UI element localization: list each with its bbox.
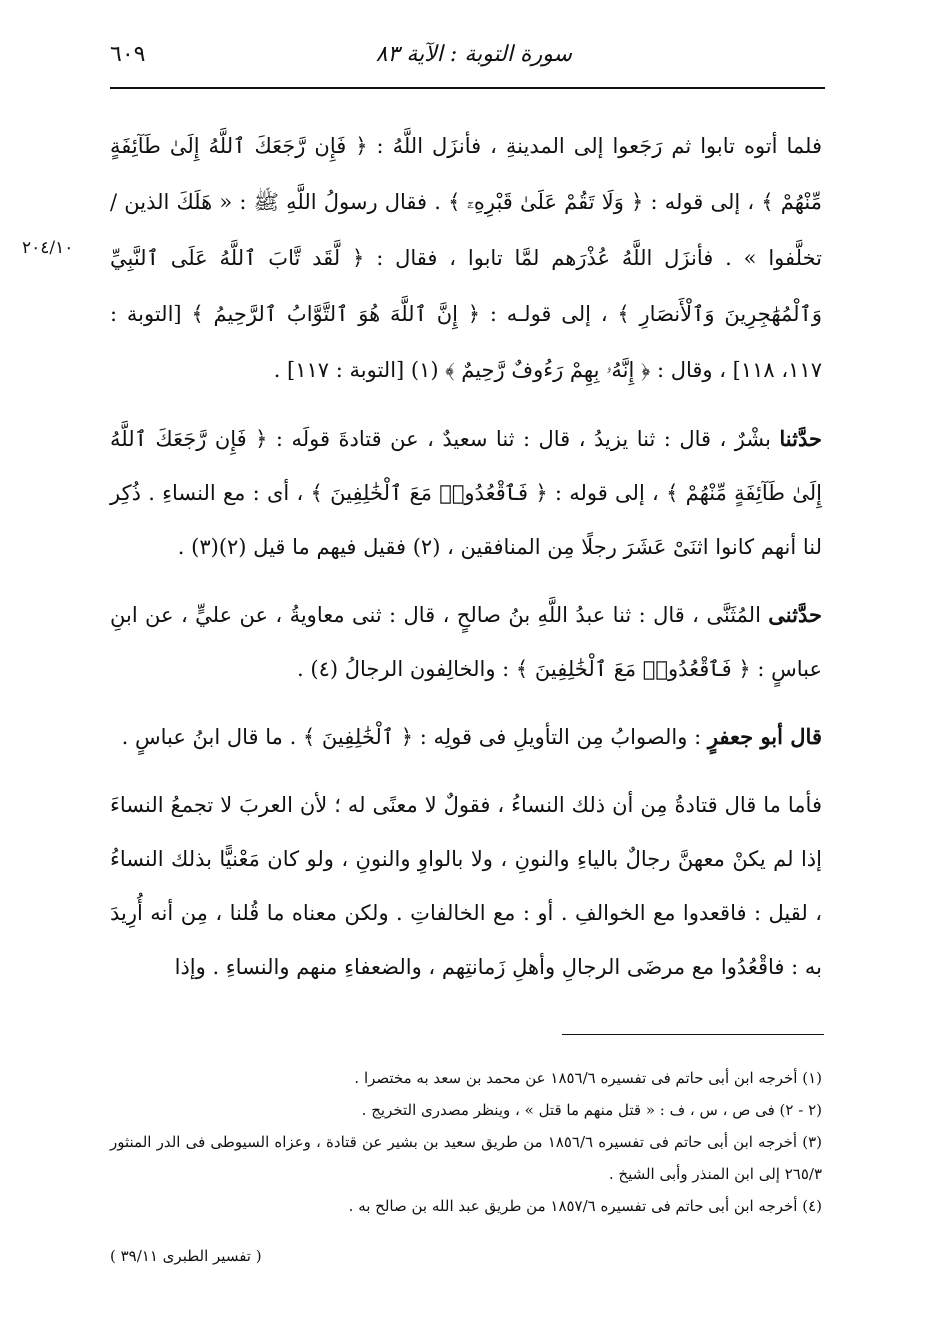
paragraph: [110, 412, 822, 574]
main-text: [110, 118, 822, 1008]
paragraph-text: فلما أتوه تابوا ثم رَجَعوا إلى المدينةِ ، فأنزَل اللَّهُ : ﴿ فَإِن رَّجَعَكَ ٱللَّهُ إِلَىٰ طَآئِفَةٍ مِّنْهُمْ ﴾ ، إلى قوله : ﴿ وَلَا تَقُمْ عَلَىٰ قَبْرِهِۦٓ ﴾ . فقال رسولُ اللَّهِ ﷺ : « هَلَكَ الذين / تخلَّفوا » . فأنزَل اللَّهُ عُذْرَهم لمَّا تابوا ، فقال : ﴿ لَّقَد تَّابَ ٱللَّهُ عَلَى ٱلنَّبِيِّ وَٱلْمُهَٰجِرِينَ وَٱلْأَنصَارِ ﴾ ، إلى قولـه : ﴿ إِنَّ ٱللَّهَ هُوَ ٱلتَّوَّابُ ٱلرَّحِيمُ ﴾ [التوبة : ١١٧، ١١٨] ، وقال : ﴿ إِنَّهُۥ بِهِمْ رَءُوفٌ رَّحِيمٌ ﴾ (١) [التوبة : ١١٧] .: [110, 134, 822, 382]
paragraph-text: بشْرٌ ، قال : ثنا يزيدُ ، قال : ثنا سعيدٌ ، عن قتادةَ قولَه : ﴿ فَإِن رَّجَعَكَ ٱللَّهُ إِلَىٰ طَآئِفَةٍ مِّنْهُمْ ﴾ ، إلى قوله : ﴿ فَٱقْعُدُوا۟ مَعَ ٱلْخَٰلِفِينَ ﴾ ، أى : مع النساءِ . ذُكِر لنا أنهم كانوا اثنَىْ عَشَرَ رجلًا مِن المنافقين ، (٢) فقيل فيهم ما قيل (٢)(٣) .: [110, 427, 822, 559]
footnote-rule: [562, 1034, 824, 1035]
footnote: (٣) أخرجه ابن أبى حاتم فى تفسيره ١٨٥٦/٦ من طريق سعيد بن بشير عن قتادة ، وعزاه السيوطى فى الدر المنثور ٢٦٥/٣ إلى ابن المنذر وأبى الشيخ .: [110, 1133, 823, 1183]
footnotes: [110, 1062, 822, 1222]
paragraph-text: : والصوابُ مِن التأويلِ فى قولِه : ﴿ ٱلْخَٰلِفِينَ ﴾ . ما قال ابنُ عباسٍ .: [121, 725, 708, 749]
page-number: ٦٠٩: [110, 42, 146, 67]
paragraph-text: فأما ما قال قتادةُ مِن أن ذلك النساءُ ، فقولٌ لا معنًى له ؛ لأن العربَ لا تجمعُ النساءَ إذا لم يكنْ معهنَّ رجالٌ بالياءِ والنونِ ، ولا بالواوِ والنونِ ، ولو كان مَعْنيًّا بذلك النساءُ ، لقيل : فاقعدوا مع الخوالفِ . أو : مع الخالفاتِ . ولكن معناه ما قُلنا ، مِن أنه أُرِيدَ به : فاقْعُدُوا مع مرضَى الرجالِ وأهلِ زَمانتِهم ، والضعفاءِ منهم والنساءِ . وإذا: [110, 793, 822, 979]
paragraph: [110, 588, 822, 696]
paragraph-lead: قال أبو جعفرٍ: [707, 724, 822, 749]
paragraph: [110, 778, 822, 994]
running-title: سورة التوبة : الآية ٨٣: [375, 42, 572, 67]
page-header: [110, 30, 822, 80]
footnote: (٤) أخرجه ابن أبى حاتم فى تفسيره ١٨٥٧/٦ من طريق عبد الله بن صالح به .: [348, 1197, 822, 1215]
paragraph-lead: حدَّثنا: [779, 426, 822, 451]
paragraph-lead: حدَّثنى: [768, 602, 822, 627]
header-rule: [110, 87, 825, 89]
footnote: (١) أخرجه ابن أبى حاتم فى تفسيره ١٨٥٦/٦ عن محمد بن سعد به مختصرا .: [354, 1069, 822, 1087]
paragraph: [110, 710, 822, 764]
margin-reference: ٢٠٤/١٠: [22, 238, 74, 258]
footnote: (٢ - ٢) فى ص ، س ، ف : « قتل منهم ما قتل » ، وينظر مصدرى التخريج .: [361, 1101, 822, 1119]
volume-signature: ( تفسير الطبرى ٣٩/١١ ): [110, 1247, 262, 1265]
paragraph-text: المُثَنَّى ، قال : ثنا عبدُ اللَّهِ بنُ صالحٍ ، قال : ثنى معاويةُ ، عن عليٍّ ، عن ابنِ عباسٍ : ﴿ فَٱقْعُدُوا۟ مَعَ ٱلْخَٰلِفِينَ ﴾ : والخالِفون الرجالُ (٤) .: [110, 603, 822, 681]
paragraph: [110, 118, 822, 398]
